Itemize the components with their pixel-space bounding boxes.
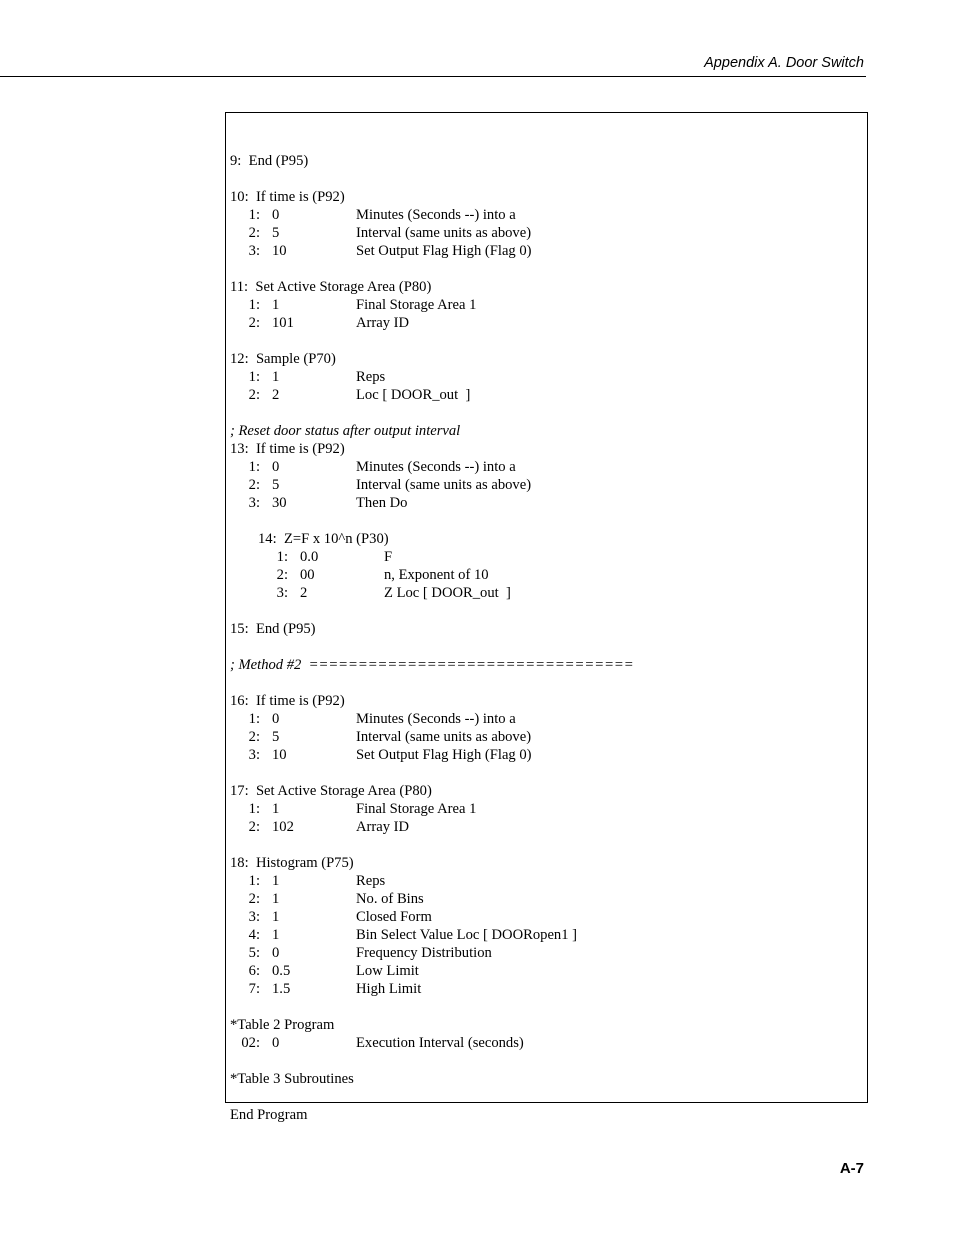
param-description: Minutes (Seconds --) into a — [356, 711, 516, 727]
parameter-line — [230, 296, 863, 314]
parameter-line — [230, 368, 863, 386]
param-value: 0.5 — [272, 963, 291, 979]
param-value: 101 — [272, 315, 294, 331]
param-description: Set Output Flag High (Flag 0) — [356, 747, 532, 763]
param-value: 10 — [272, 747, 287, 763]
parameter-line — [230, 818, 863, 836]
instruction-line — [230, 782, 863, 800]
blank-line — [230, 404, 863, 422]
instruction-line — [230, 152, 863, 170]
blank-line — [230, 332, 863, 350]
blank-line — [230, 1052, 863, 1070]
program-listing — [230, 134, 863, 1124]
param-value: 0 — [272, 207, 280, 223]
param-index: 1: — [248, 369, 260, 385]
parameter-line — [230, 746, 863, 764]
parameter-line — [230, 728, 863, 746]
param-index: 3: — [248, 495, 260, 511]
header-rule — [0, 76, 866, 77]
param-description: Reps — [356, 369, 386, 385]
param-index: 1: — [248, 711, 260, 727]
param-description: Execution Interval (seconds) — [356, 1035, 524, 1051]
comment-line — [230, 422, 863, 440]
blank-line — [230, 1088, 863, 1106]
instruction-text: End Program — [230, 1107, 308, 1123]
param-description: Bin Select Value Loc [ DOORopen1 ] — [356, 927, 578, 943]
param-value: 0 — [272, 945, 280, 961]
instruction-text: *Table 2 Program — [230, 1017, 335, 1033]
param-description: Array ID — [356, 315, 410, 331]
parameter-line — [230, 242, 863, 260]
instruction-text: 11: Set Active Storage Area (P80) — [230, 279, 432, 295]
param-index: 3: — [276, 585, 288, 601]
param-description: Loc [ DOOR_out ] — [356, 387, 471, 403]
param-value: 5 — [272, 225, 280, 241]
parameter-line — [230, 314, 863, 332]
instruction-text: 18: Histogram (P75) — [230, 855, 354, 871]
param-description: Minutes (Seconds --) into a — [356, 207, 516, 223]
param-index: 6: — [248, 963, 260, 979]
param-index: 1: — [248, 873, 260, 889]
parameter-line — [230, 908, 863, 926]
param-value: 0.0 — [300, 549, 319, 565]
blank-line — [230, 170, 863, 188]
instruction-text: 10: If time is (P92) — [230, 189, 345, 205]
param-index: 3: — [248, 243, 260, 259]
param-description: Closed Form — [356, 909, 432, 925]
param-index: 1: — [248, 459, 260, 475]
param-description: Low Limit — [356, 963, 419, 979]
param-index: 3: — [248, 747, 260, 763]
instruction-line — [230, 440, 863, 458]
param-description: Interval (same units as above) — [356, 729, 532, 745]
param-description: Then Do — [356, 495, 408, 511]
param-value: 1 — [272, 873, 280, 889]
param-value: 10 — [272, 243, 287, 259]
param-value: 5 — [272, 477, 280, 493]
parameter-line — [230, 800, 863, 818]
param-index: 2: — [248, 819, 260, 835]
parameter-line — [230, 386, 863, 404]
instruction-text: 12: Sample (P70) — [230, 351, 336, 367]
instruction-line — [230, 1106, 863, 1124]
param-value: 00 — [300, 567, 315, 583]
param-description: Final Storage Area 1 — [356, 297, 477, 313]
param-value: 102 — [272, 819, 294, 835]
blank-line — [230, 836, 863, 854]
param-index: 3: — [248, 909, 260, 925]
param-index: 1: — [248, 801, 260, 817]
parameter-line — [230, 584, 863, 602]
param-index: 2: — [248, 729, 260, 745]
param-description: Array ID — [356, 819, 410, 835]
param-value: 1 — [272, 909, 280, 925]
param-index: 5: — [248, 945, 260, 961]
parameter-line — [230, 458, 863, 476]
parameter-line — [230, 944, 863, 962]
running-header: Appendix A. Door Switch — [704, 55, 864, 71]
param-index: 1: — [248, 297, 260, 313]
program-listing-box — [225, 112, 868, 1123]
parameter-line — [230, 566, 863, 584]
param-description: Interval (same units as above) — [356, 225, 532, 241]
blank-line — [230, 674, 863, 692]
blank-line — [230, 602, 863, 620]
param-description: n, Exponent of 10 — [384, 567, 489, 583]
param-value: 1 — [272, 891, 280, 907]
parameter-line — [230, 926, 863, 944]
param-value: 2 — [272, 387, 280, 403]
param-index: 2: — [248, 315, 260, 331]
blank-line — [230, 638, 863, 656]
comment-text: ; Reset door status after output interval — [230, 423, 461, 439]
instruction-text: 16: If time is (P92) — [230, 693, 345, 709]
param-value: 0 — [272, 711, 280, 727]
blank-line — [230, 134, 863, 152]
parameter-line — [230, 890, 863, 908]
parameter-line — [230, 710, 863, 728]
instruction-text: 9: End (P95) — [230, 153, 309, 169]
param-index: 2: — [248, 891, 260, 907]
instruction-line — [230, 1016, 863, 1034]
param-value: 1 — [272, 927, 280, 943]
comment-line — [230, 656, 863, 674]
instruction-line — [230, 278, 863, 296]
param-value: 1 — [272, 801, 280, 817]
blank-line — [230, 512, 863, 530]
param-value: 5 — [272, 729, 280, 745]
blank-line — [230, 998, 863, 1016]
param-value: 2 — [300, 585, 308, 601]
param-description: Final Storage Area 1 — [356, 801, 477, 817]
param-index: 02: — [241, 1035, 260, 1051]
blank-line — [230, 260, 863, 278]
param-value: 1 — [272, 297, 280, 313]
parameter-line — [230, 1034, 863, 1052]
param-index: 1: — [276, 549, 288, 565]
param-description: Minutes (Seconds --) into a — [356, 459, 516, 475]
instruction-text: 14: Z=F x 10^n (P30) — [258, 531, 389, 547]
blank-line — [230, 764, 863, 782]
instruction-line — [230, 854, 863, 872]
parameter-line — [230, 962, 863, 980]
parameter-line — [230, 980, 863, 998]
param-description: Reps — [356, 873, 386, 889]
instruction-line — [230, 1070, 863, 1088]
parameter-line — [230, 494, 863, 512]
param-value: 0 — [272, 459, 280, 475]
param-value: 30 — [272, 495, 287, 511]
param-description: No. of Bins — [356, 891, 424, 907]
instruction-line — [230, 530, 863, 548]
param-value: 0 — [272, 1035, 280, 1051]
param-description: High Limit — [356, 981, 422, 997]
param-index: 2: — [276, 567, 288, 583]
parameter-line — [230, 224, 863, 242]
page-number: A-7 — [839, 1160, 864, 1177]
parameter-line — [230, 476, 863, 494]
instruction-line — [230, 188, 863, 206]
param-value: 1.5 — [272, 981, 291, 997]
param-description: Frequency Distribution — [356, 945, 492, 961]
param-description: F — [384, 549, 393, 565]
comment-text: ; Method #2 ================================= — [230, 657, 634, 673]
instruction-text: 15: End (P95) — [230, 621, 316, 637]
param-description: Interval (same units as above) — [356, 477, 532, 493]
param-description: Z Loc [ DOOR_out ] — [384, 585, 511, 601]
param-index: 4: — [248, 927, 260, 943]
parameter-line — [230, 206, 863, 224]
param-value: 1 — [272, 369, 280, 385]
instruction-line — [230, 350, 863, 368]
instruction-line — [230, 692, 863, 710]
param-index: 1: — [248, 207, 260, 223]
param-index: 2: — [248, 387, 260, 403]
instruction-text: *Table 3 Subroutines — [230, 1071, 354, 1087]
param-index: 2: — [248, 477, 260, 493]
param-description: Set Output Flag High (Flag 0) — [356, 243, 532, 259]
parameter-line — [230, 872, 863, 890]
instruction-text: 17: Set Active Storage Area (P80) — [230, 783, 432, 799]
param-index: 2: — [248, 225, 260, 241]
instruction-text: 13: If time is (P92) — [230, 441, 345, 457]
instruction-line — [230, 620, 863, 638]
param-index: 7: — [248, 981, 260, 997]
parameter-line — [230, 548, 863, 566]
